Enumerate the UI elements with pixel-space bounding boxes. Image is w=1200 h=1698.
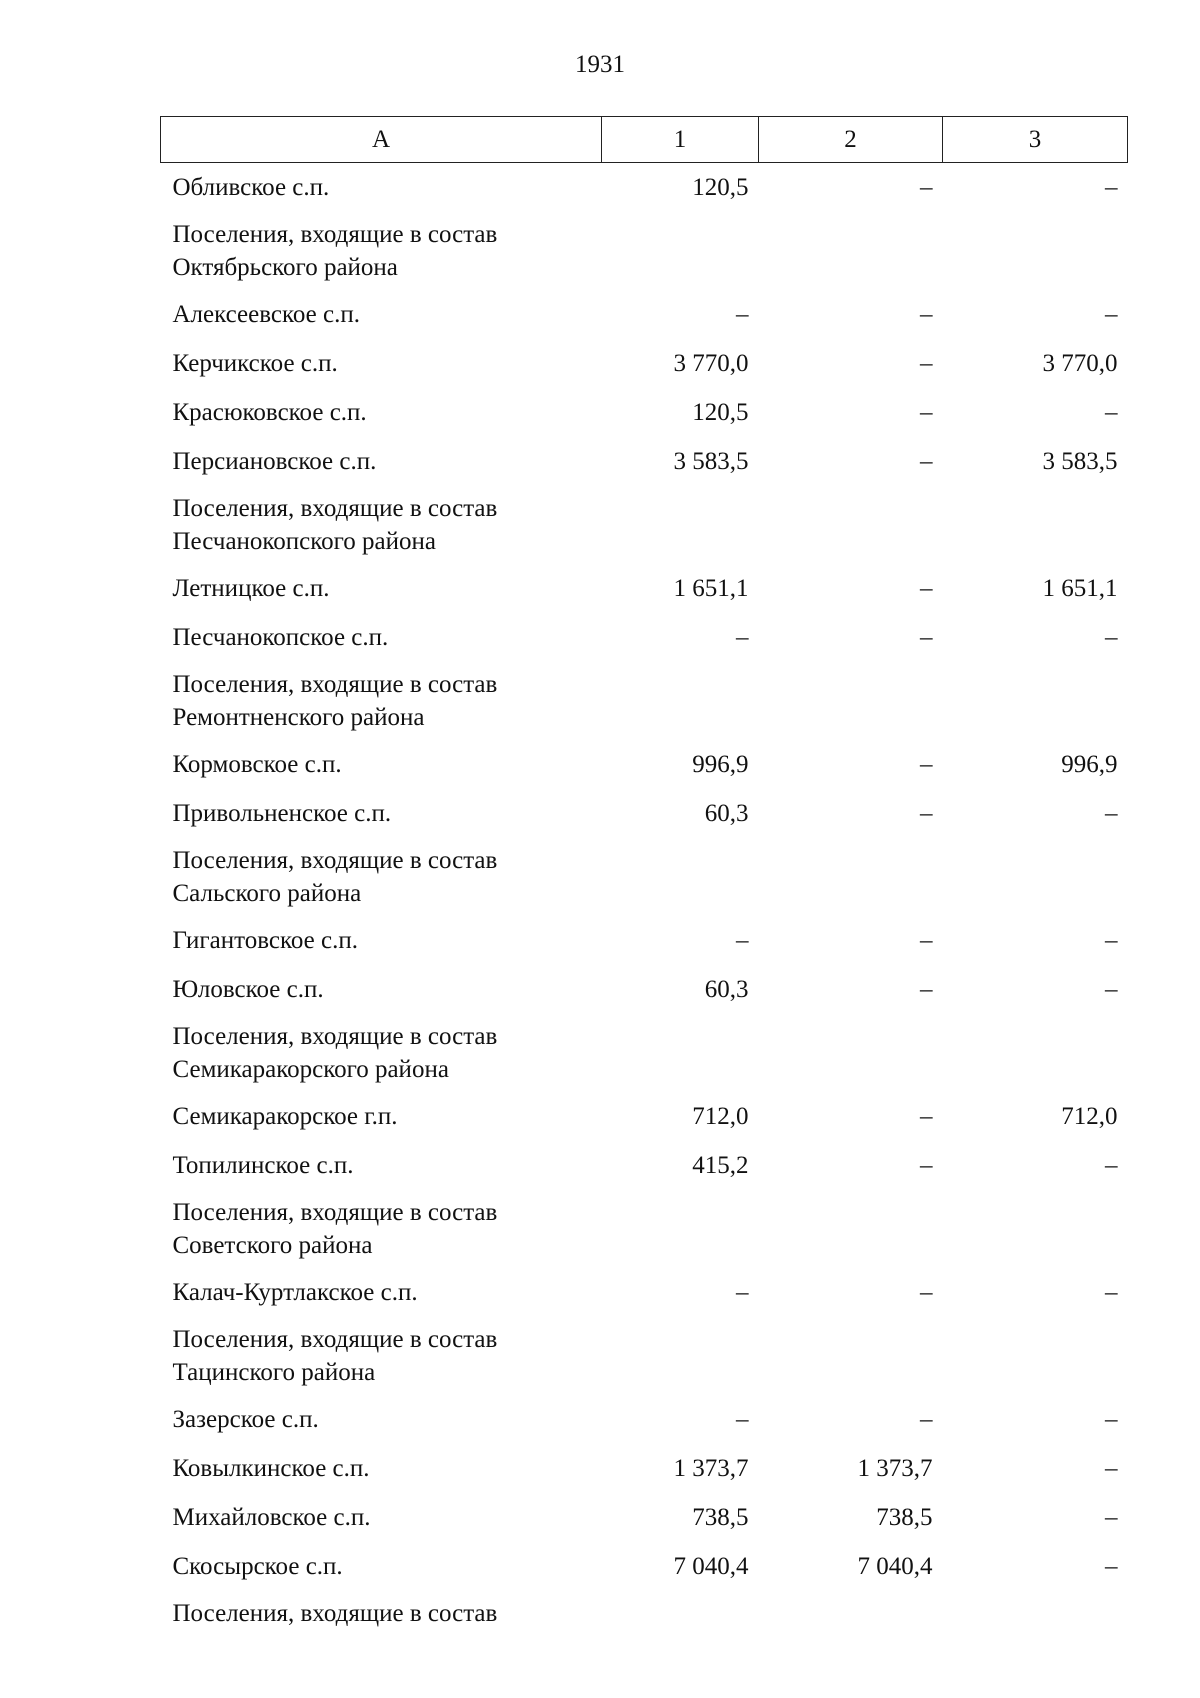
value-col-1: 120,5 [692,174,749,201]
value-col-1: – [736,301,749,328]
empty-cell [759,212,943,290]
table-row [161,1444,1128,1493]
settlement-name: Песчанокопское с.п. [172,624,389,651]
data-table [160,116,1128,1636]
empty-cell [602,838,759,916]
value-col-3: – [1105,174,1118,201]
table-row [161,916,1128,965]
table-row [161,1268,1128,1317]
empty-cell [943,662,1128,740]
settlement-name: Топилинское с.п. [172,1152,354,1179]
empty-cell [943,1190,1128,1268]
value-col-1: 60,3 [704,800,749,827]
value-col-3: 1 651,1 [1042,575,1118,602]
value-col-2: – [920,174,933,201]
empty-cell [602,212,759,290]
group-heading-row [161,662,1128,740]
value-col-1: – [736,1406,749,1433]
group-heading-row [161,212,1128,290]
settlement-name: Летницкое с.п. [172,575,330,602]
settlement-name: Красюковское с.п. [172,399,367,426]
value-col-2: – [920,800,933,827]
value-col-1: 7 040,4 [673,1553,749,1580]
group-heading: Поселения, входящие в состав Тацинского района [172,1326,498,1386]
group-heading: Поселения, входящие в состав Советского района [172,1199,498,1259]
group-heading-row [161,1591,1128,1636]
group-heading: Поселения, входящие в состав [172,1600,498,1627]
empty-cell [943,212,1128,290]
value-col-1: 996,9 [692,751,749,778]
empty-cell [759,1591,943,1636]
table-row [161,1092,1128,1141]
value-col-1: – [736,624,749,651]
value-col-3: – [1105,976,1118,1003]
settlement-name: Юловское с.п. [172,976,324,1003]
value-col-3: – [1105,800,1118,827]
group-heading: Поселения, входящие в состав Семикаракорского района [172,1023,498,1083]
value-col-1: 712,0 [692,1103,749,1130]
empty-cell [602,1591,759,1636]
value-col-3: – [1105,301,1118,328]
settlement-name: Семикаракорское г.п. [172,1103,398,1130]
value-col-2: – [920,1152,933,1179]
value-col-3: – [1105,1152,1118,1179]
table-row [161,965,1128,1014]
value-col-2: – [920,448,933,475]
value-col-3: – [1105,399,1118,426]
value-col-3: – [1105,1406,1118,1433]
value-col-1: 60,3 [704,976,749,1003]
empty-cell [759,1190,943,1268]
group-heading-row [161,1014,1128,1092]
table-row [161,789,1128,838]
value-col-2: – [920,301,933,328]
table-row [161,1395,1128,1444]
group-heading-row [161,838,1128,916]
group-heading-row [161,486,1128,564]
settlement-name: Персиановское с.п. [172,448,377,475]
value-col-1: 738,5 [692,1504,749,1531]
value-col-3: – [1105,1279,1118,1306]
value-col-3: 3 583,5 [1042,448,1118,475]
empty-cell [602,662,759,740]
table-row [161,564,1128,613]
value-col-2: 738,5 [876,1504,933,1531]
value-col-3: – [1105,1455,1118,1482]
group-heading: Поселения, входящие в состав Ремонтненского района [172,671,498,731]
table-row [161,290,1128,339]
value-col-1: – [736,927,749,954]
value-col-3: – [1105,927,1118,954]
empty-cell [602,1190,759,1268]
value-col-2: – [920,976,933,1003]
group-heading-row [161,1190,1128,1268]
empty-cell [943,1317,1128,1395]
empty-cell [943,1014,1128,1092]
settlement-name: Ковылкинское с.п. [172,1455,370,1482]
value-col-3: – [1105,624,1118,651]
table-row [161,388,1128,437]
empty-cell [759,1014,943,1092]
value-col-3: – [1105,1504,1118,1531]
value-col-2: – [920,624,933,651]
settlement-name: Кормовское с.п. [172,751,342,778]
value-col-1: 3 583,5 [673,448,749,475]
value-col-1: 1 651,1 [673,575,749,602]
group-heading: Поселения, входящие в состав Октябрьского района [172,221,498,281]
empty-cell [602,486,759,564]
settlement-name: Алексеевское с.п. [172,301,360,328]
group-heading-row [161,1317,1128,1395]
table-row [161,339,1128,388]
empty-cell [943,1591,1128,1636]
empty-cell [759,838,943,916]
header-col-1: 1 [602,117,759,163]
settlement-name: Керчикское с.п. [172,350,338,377]
value-col-2: – [920,751,933,778]
value-col-2: – [920,350,933,377]
value-col-3: 3 770,0 [1042,350,1118,377]
value-col-1: – [736,1279,749,1306]
settlement-name: Привольненское с.п. [172,800,392,827]
empty-cell [759,486,943,564]
table-row [161,163,1128,213]
settlement-name: Калач-Куртлакское с.п. [172,1279,418,1306]
table-row [161,1493,1128,1542]
group-heading: Поселения, входящие в состав Песчанокопского района [172,495,498,555]
header-row [161,117,1128,163]
empty-cell [759,1317,943,1395]
value-col-2: – [920,1406,933,1433]
empty-cell [943,486,1128,564]
header-col-3: 3 [943,117,1128,163]
table-row [161,1542,1128,1591]
table-body [161,163,1128,1637]
settlement-name: Обливское с.п. [172,174,330,201]
table-header [161,117,1128,163]
empty-cell [602,1014,759,1092]
value-col-1: 3 770,0 [673,350,749,377]
table-row [161,613,1128,662]
empty-cell [943,838,1128,916]
value-col-3: 712,0 [1061,1103,1118,1130]
value-col-2: – [920,927,933,954]
value-col-2: – [920,399,933,426]
value-col-2: – [920,1279,933,1306]
table-row [161,437,1128,486]
value-col-2: 1 373,7 [857,1455,933,1482]
settlement-name: Михайловское с.п. [172,1504,371,1531]
table-row [161,1141,1128,1190]
value-col-3: – [1105,1553,1118,1580]
table-row [161,740,1128,789]
value-col-1: 1 373,7 [673,1455,749,1482]
value-col-2: – [920,1103,933,1130]
settlement-name: Гигантовское с.п. [172,927,358,954]
empty-cell [602,1317,759,1395]
empty-cell [759,662,943,740]
group-heading: Поселения, входящие в состав Сальского района [172,847,498,907]
settlement-name: Скосырское с.п. [172,1553,343,1580]
value-col-2: 7 040,4 [857,1553,933,1580]
value-col-2: – [920,575,933,602]
value-col-1: 415,2 [692,1152,749,1179]
header-col-a: А [161,117,602,163]
value-col-1: 120,5 [692,399,749,426]
header-col-2: 2 [759,117,943,163]
value-col-3: 996,9 [1061,751,1118,778]
page-number: 1931 [575,51,625,78]
settlement-name: Зазерское с.п. [172,1406,319,1433]
